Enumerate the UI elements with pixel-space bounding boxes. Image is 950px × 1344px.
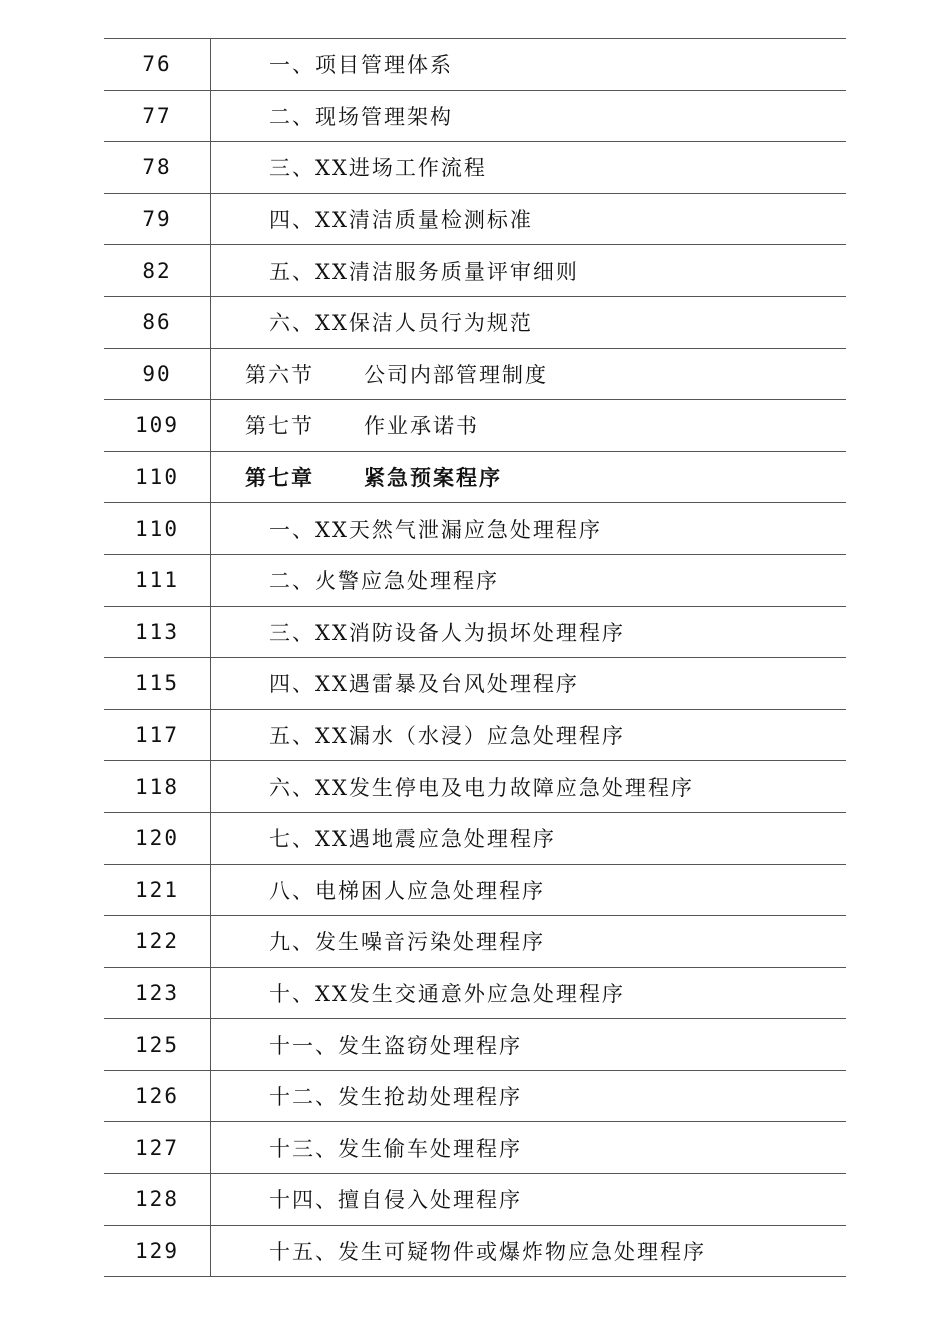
toc-entry-title: 紧急预案程序: [364, 466, 502, 491]
toc-title-cell: [211, 864, 847, 916]
toc-title-cell: [211, 90, 847, 142]
toc-entry-title: 公司内部管理制度: [364, 362, 548, 387]
toc-page-number: 118: [104, 761, 211, 813]
toc-title-cell: [211, 296, 847, 348]
toc-body: [104, 39, 846, 1277]
toc-page-number: 126: [104, 1070, 211, 1122]
toc-title-cell: [211, 658, 847, 710]
toc-row[interactable]: [104, 1019, 846, 1071]
toc-entry: [211, 514, 602, 544]
toc-title-cell: [211, 451, 847, 503]
toc-chapter-row[interactable]: [104, 451, 846, 503]
toc-table: [104, 38, 846, 1277]
toc-row[interactable]: [104, 761, 846, 813]
toc-title-cell: [211, 967, 847, 1019]
toc-entry-title: 三、XX进场工作流程: [269, 156, 487, 181]
toc-row[interactable]: [104, 296, 846, 348]
toc-row[interactable]: [104, 1122, 846, 1174]
toc-title-cell: [211, 1070, 847, 1122]
toc-entry-title: 十三、发生偷车处理程序: [269, 1136, 522, 1161]
toc-page-number: 86: [104, 296, 211, 348]
toc-page-number: 128: [104, 1174, 211, 1226]
toc-row[interactable]: [104, 709, 846, 761]
toc-title-cell: [211, 1122, 847, 1174]
chapter-label: 第七章: [245, 466, 314, 491]
toc-page-number: 76: [104, 39, 211, 91]
toc-entry-title: 二、现场管理架构: [269, 104, 453, 129]
toc-page-number: 110: [104, 503, 211, 555]
toc-entry: [211, 152, 487, 182]
toc-entry-title: 四、XX遇雷暴及台风处理程序: [269, 672, 579, 697]
toc-page-number: 120: [104, 812, 211, 864]
toc-page-number: 125: [104, 1019, 211, 1071]
toc-title-cell: [211, 400, 847, 452]
toc-entry-title: 十、XX发生交通意外应急处理程序: [269, 981, 625, 1006]
toc-page-number: 82: [104, 245, 211, 297]
toc-entry: [211, 204, 533, 234]
toc-title-cell: [211, 812, 847, 864]
toc-page-number: 90: [104, 348, 211, 400]
toc-entry: [211, 875, 545, 905]
toc-entry-title: 十五、发生可疑物件或爆炸物应急处理程序: [269, 1239, 706, 1264]
toc-row[interactable]: [104, 606, 846, 658]
toc-title-cell: [211, 1174, 847, 1226]
toc-row[interactable]: [104, 1174, 846, 1226]
toc-entry-title: 六、XX保洁人员行为规范: [269, 311, 533, 336]
section-label: 第七节: [245, 414, 314, 439]
toc-row[interactable]: [104, 193, 846, 245]
toc-title-cell: [211, 1225, 847, 1277]
toc-entry: [211, 359, 548, 389]
toc-page-number: 122: [104, 916, 211, 968]
toc-row[interactable]: [104, 503, 846, 555]
toc-page-number: 113: [104, 606, 211, 658]
toc-entry-title: 七、XX遇地震应急处理程序: [269, 827, 556, 852]
toc-title-cell: [211, 503, 847, 555]
toc-page-number: 110: [104, 451, 211, 503]
toc-entry: [211, 49, 453, 79]
toc-entry-title: 二、火警应急处理程序: [269, 569, 499, 594]
toc-entry: [211, 926, 545, 956]
section-label: 第六节: [245, 362, 314, 387]
toc-page-number: 127: [104, 1122, 211, 1174]
toc-title-cell: [211, 606, 847, 658]
toc-entry: [211, 307, 533, 337]
toc-entry: [211, 410, 479, 440]
toc-page-number: 115: [104, 658, 211, 710]
toc-entry-title: 四、XX清洁质量检测标准: [269, 208, 533, 233]
toc-entry: [211, 101, 453, 131]
toc-entry-title: 十四、擅自侵入处理程序: [269, 1188, 522, 1213]
toc-entry: [211, 462, 502, 492]
toc-entry: [211, 1184, 522, 1214]
toc-row[interactable]: [104, 1225, 846, 1277]
toc-entry-title: 九、发生噪音污染处理程序: [269, 930, 545, 955]
toc-row[interactable]: [104, 812, 846, 864]
toc-page-number: 123: [104, 967, 211, 1019]
toc-title-cell: [211, 554, 847, 606]
toc-entry: [211, 256, 579, 286]
toc-row[interactable]: [104, 39, 846, 91]
toc-title-cell: [211, 142, 847, 194]
toc-entry: [211, 1081, 522, 1111]
toc-row[interactable]: [104, 245, 846, 297]
toc-page-number: 79: [104, 193, 211, 245]
toc-entry: [211, 978, 625, 1008]
toc-entry: [211, 1236, 706, 1266]
toc-entry: [211, 565, 499, 595]
toc-entry-title: 作业承诺书: [364, 414, 479, 439]
toc-entry-title: 三、XX消防设备人为损坏处理程序: [269, 620, 625, 645]
toc-row[interactable]: [104, 142, 846, 194]
toc-entry: [211, 668, 579, 698]
toc-entry-title: 十一、发生盗窃处理程序: [269, 1033, 522, 1058]
toc-row[interactable]: [104, 90, 846, 142]
toc-title-cell: [211, 193, 847, 245]
toc-title-cell: [211, 916, 847, 968]
toc-entry: [211, 772, 694, 802]
toc-title-cell: [211, 761, 847, 813]
toc-entry-title: 十二、发生抢劫处理程序: [269, 1085, 522, 1110]
toc-page-number: 129: [104, 1225, 211, 1277]
toc-page-number: 77: [104, 90, 211, 142]
toc-row[interactable]: [104, 1070, 846, 1122]
toc-entry: [211, 1133, 522, 1163]
toc-title-cell: [211, 348, 847, 400]
toc-entry: [211, 823, 556, 853]
toc-entry-title: 五、XX漏水（水浸）应急处理程序: [269, 724, 625, 749]
toc-entry-title: 五、XX清洁服务质量评审细则: [269, 259, 579, 284]
toc-title-cell: [211, 39, 847, 91]
toc-row[interactable]: [104, 658, 846, 710]
toc-row[interactable]: [104, 967, 846, 1019]
toc-section-row[interactable]: [104, 348, 846, 400]
toc-entry: [211, 617, 625, 647]
toc-page-number: 117: [104, 709, 211, 761]
toc-entry-title: 一、项目管理体系: [269, 53, 453, 78]
toc-title-cell: [211, 709, 847, 761]
toc-page-number: 78: [104, 142, 211, 194]
toc-row[interactable]: [104, 554, 846, 606]
toc-section-row[interactable]: [104, 400, 846, 452]
toc-entry-title: 一、XX天然气泄漏应急处理程序: [269, 517, 602, 542]
toc-entry-title: 六、XX发生停电及电力故障应急处理程序: [269, 775, 694, 800]
toc-row[interactable]: [104, 916, 846, 968]
toc-entry: [211, 720, 625, 750]
toc-row[interactable]: [104, 864, 846, 916]
toc-entry: [211, 1030, 522, 1060]
toc-entry-title: 八、电梯困人应急处理程序: [269, 878, 545, 903]
toc-title-cell: [211, 1019, 847, 1071]
toc-page-number: 121: [104, 864, 211, 916]
toc-page-number: 111: [104, 554, 211, 606]
toc-page-number: 109: [104, 400, 211, 452]
toc-title-cell: [211, 245, 847, 297]
